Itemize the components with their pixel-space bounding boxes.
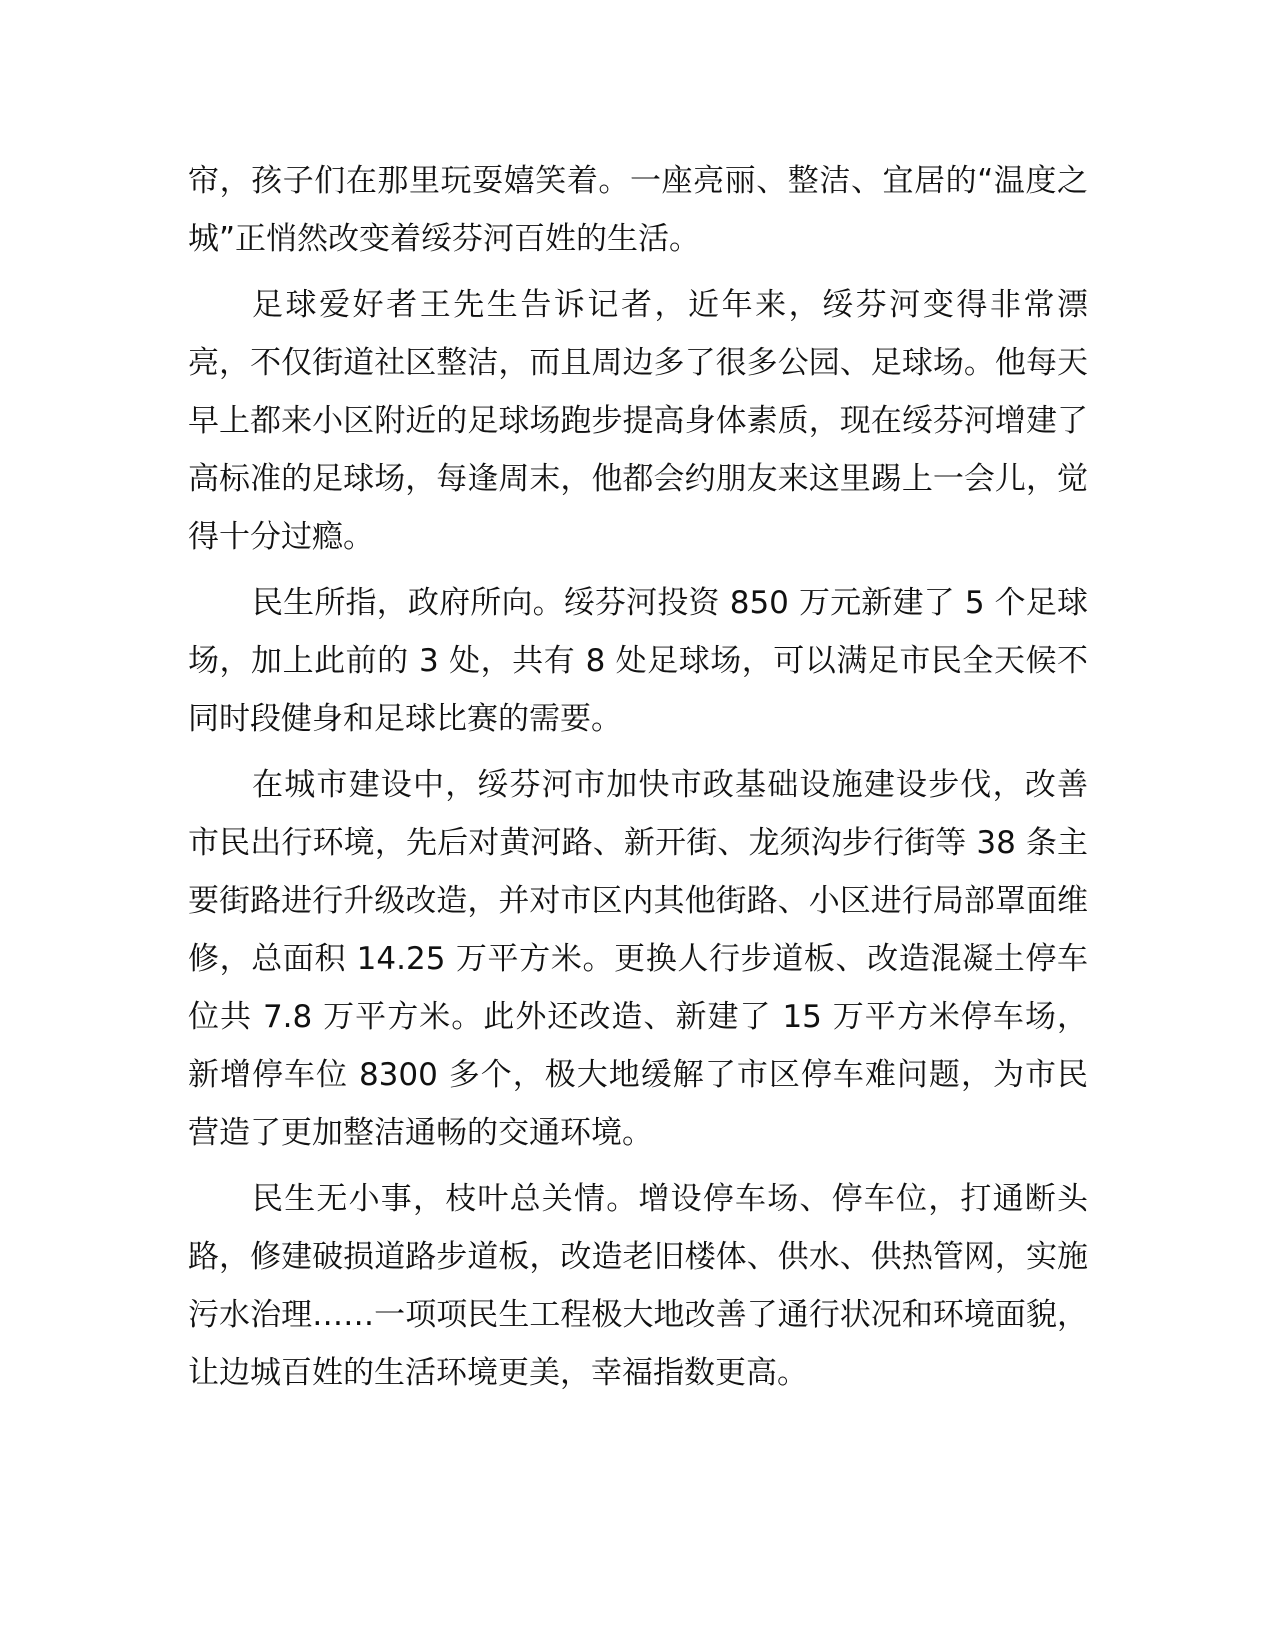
paragraph-livelihood: 民生无小事，枝叶总关情。增设停车场、停车位，打通断头路，修建破损道路步道板，改造老旧楼体、供水、供热管网，实施污水治理……一项项民生工程极大地改善了通行状况和环境面貌，让边城百姓的生活环境更美，幸福指数更高。 (188, 1181, 1088, 1391)
document-body (188, 152, 1088, 1410)
paragraph-city-construction: 在城市建设中，绥芬河市加快市政基础设施建设步伐，改善市民出行环境，先后对黄河路、新开街、龙须沟步行街等 38 条主要街路进行升级改造，并对市区内其他街路、小区进行局部罩面维修，总面积 14.25 万平方米。更换人行步道板、改造混凝土停车位共 7.8 万平方米。此外还改造、新建了 15 万平方米停车场，新增停车位 8300 多个，极大地缓解了市区停车难问题，为市民营造了更加整洁通畅的交通环境。 (188, 767, 1088, 1151)
paragraph-football-fan: 足球爱好者王先生告诉记者，近年来，绥芬河变得非常漂亮，不仅街道社区整洁，而且周边多了很多公园、足球场。他每天早上都来小区附近的足球场跑步提高身体素质，现在绥芬河增建了高标准的足球场，每逢周末，他都会约朋友来这里踢上一会儿，觉得十分过瘾。 (188, 287, 1088, 555)
paragraph-investment: 民生所指，政府所向。绥芬河投资 850 万元新建了 5 个足球场，加上此前的 3 处，共有 8 处足球场，可以满足市民全天候不同时段健身和足球比赛的需要。 (188, 585, 1088, 737)
paragraph-continuation: 帘，孩子们在那里玩耍嬉笑着。一座亮丽、整洁、宜居的“温度之城”正悄然改变着绥芬河百姓的生活。 (188, 163, 1088, 257)
